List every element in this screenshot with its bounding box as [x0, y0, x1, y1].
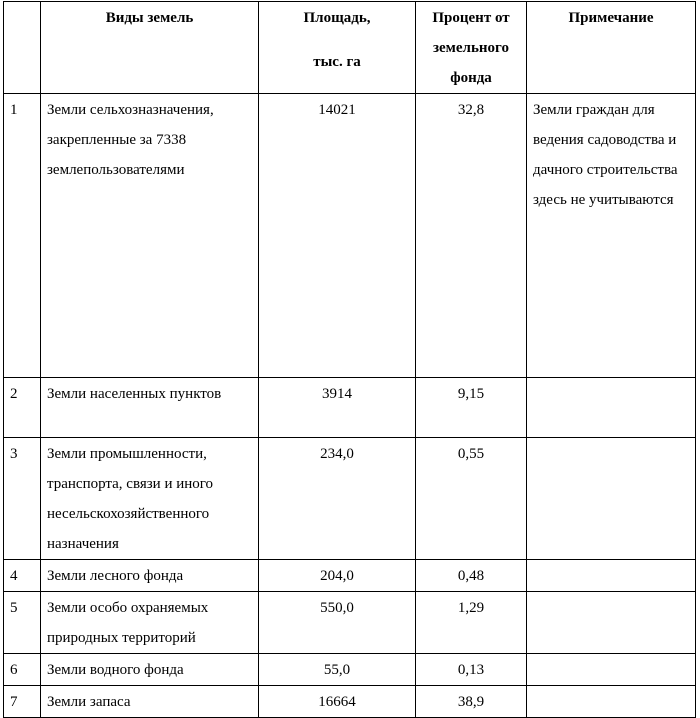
- table-row: [4, 438, 696, 560]
- table-row: [4, 686, 696, 718]
- row-land-type: Земли лесного фонда: [41, 560, 259, 592]
- header-percent: Процент от земельного фонда: [416, 2, 527, 94]
- row-area: 3914: [259, 378, 416, 438]
- table-row: [4, 592, 696, 654]
- header-area: Площадь, тыс. га: [259, 2, 416, 94]
- table-row: [4, 654, 696, 686]
- row-number: 1: [4, 94, 41, 378]
- row-land-type: Земли сельхозназначения, закрепленные за 7338 землепользователями: [41, 94, 259, 378]
- row-area: 16664: [259, 686, 416, 718]
- row-note: [527, 378, 696, 438]
- table-row: [4, 560, 696, 592]
- row-percent: 0,48: [416, 560, 527, 592]
- row-percent: 0,13: [416, 654, 527, 686]
- row-number: 7: [4, 686, 41, 718]
- row-note: [527, 560, 696, 592]
- row-number: 2: [4, 378, 41, 438]
- row-percent: 32,8: [416, 94, 527, 378]
- row-note: [527, 438, 696, 560]
- row-land-type: Земли запаса: [41, 686, 259, 718]
- row-number: 3: [4, 438, 41, 560]
- row-note: [527, 654, 696, 686]
- row-percent: 38,9: [416, 686, 527, 718]
- row-area: 550,0: [259, 592, 416, 654]
- row-note: Земли граждан для ведения садоводства и дачного строительства здесь не учитываются: [527, 94, 696, 378]
- table-row: [4, 378, 696, 438]
- header-land-type: Виды земель: [41, 2, 259, 94]
- row-percent: 0,55: [416, 438, 527, 560]
- row-area: 204,0: [259, 560, 416, 592]
- row-land-type: Земли особо охраняемых природных территорий: [41, 592, 259, 654]
- row-land-type: Земли промышленности, транспорта, связи и иного несельскохозяйственного назначения: [41, 438, 259, 560]
- header-num: [4, 2, 41, 94]
- row-percent: 1,29: [416, 592, 527, 654]
- row-land-type: Земли водного фонда: [41, 654, 259, 686]
- row-area: 234,0: [259, 438, 416, 560]
- row-number: 4: [4, 560, 41, 592]
- header-row: [4, 2, 696, 94]
- row-note: [527, 686, 696, 718]
- row-number: 5: [4, 592, 41, 654]
- row-number: 6: [4, 654, 41, 686]
- row-area: 14021: [259, 94, 416, 378]
- row-area: 55,0: [259, 654, 416, 686]
- row-note: [527, 592, 696, 654]
- table-row: [4, 94, 696, 378]
- row-land-type: Земли населенных пунктов: [41, 378, 259, 438]
- land-fund-table: [3, 1, 696, 718]
- row-percent: 9,15: [416, 378, 527, 438]
- header-note: Примечание: [527, 2, 696, 94]
